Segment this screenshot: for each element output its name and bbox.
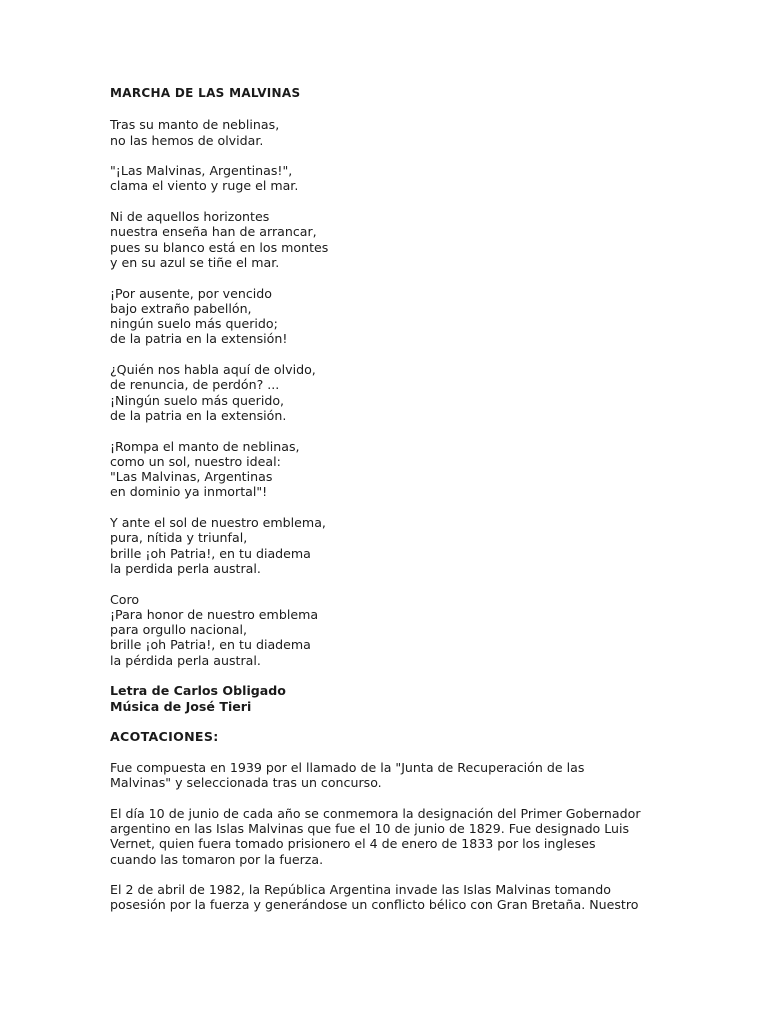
notes-heading: ACOTACIONES: [110,729,219,745]
verse-line: brille ¡oh Patria!, en tu diadema [110,545,311,561]
verse-line: Coro [110,591,140,607]
notes [110,760,750,913]
verse-line: clama el viento y ruge el mar. [110,178,299,194]
note-line: cuando las tomaron por la fuerza. [110,851,324,867]
verse-line: de renuncia, de perdón? ... [110,377,280,393]
verse-line: ¡Ningún suelo más querido, [110,392,285,408]
note-line: argentino en las Islas Malvinas que fue el 10 de junio de 1829. Fue designado Luis [110,820,630,836]
stanza [110,209,750,270]
stanza [110,439,750,500]
verse-line: la perdida perla austral. [110,560,261,576]
verse-line: como un sol, nuestro ideal: [110,453,281,469]
verse-line: Tras su manto de neblinas, [110,117,280,133]
credits [110,683,750,714]
stanza [110,362,750,423]
verse-line: brille ¡oh Patria!, en tu diadema [110,637,311,653]
page-title: MARCHA DE LAS MALVINAS [110,86,301,100]
stanza [110,592,750,668]
verse-line: nuestra enseña han de arrancar, [110,224,317,240]
verse-line: ¡Para honor de nuestro emblema [110,606,319,622]
verse-line: Ni de aquellos horizontes [110,209,270,225]
stanza [110,286,750,347]
stanza [110,163,750,194]
note-paragraph [110,806,750,867]
note-line: posesión por la fuerza y generándose un conflicto bélico con Gran Bretaña. Nuestro [110,897,639,913]
note-line: Malvinas" y seleccionada tras un concurso. [110,775,382,791]
credit-line: Música de José Tieri [110,698,252,714]
lyrics [110,117,750,668]
verse-line: en dominio ya inmortal"! [110,484,268,500]
note-line: Fue compuesta en 1939 por el llamado de la "Junta de Recuperación de las [110,759,585,775]
note-paragraph [110,882,750,913]
verse-line: "Las Malvinas, Argentinas [110,469,273,485]
verse-line: la pérdida perla austral. [110,652,261,668]
verse-line: y en su azul se tiñe el mar. [110,254,280,270]
verse-line: no las hemos de olvidar. [110,132,264,148]
verse-line: de la patria en la extensión. [110,407,287,423]
verse-line: pura, nítida y triunfal, [110,530,248,546]
note-line: El 2 de abril de 1982, la República Argentina invade las Islas Malvinas tomando [110,882,611,898]
verse-line: "¡Las Malvinas, Argentinas!", [110,163,293,179]
credit-line: Letra de Carlos Obligado [110,683,286,699]
stanza [110,515,750,576]
verse-line: ¿Quién nos habla aquí de olvido, [110,362,316,378]
verse-line: ¡Rompa el manto de neblinas, [110,438,300,454]
note-paragraph [110,760,750,791]
verse-line: pues su blanco está en los montes [110,239,329,255]
verse-line: ¡Por ausente, por vencido [110,285,272,301]
note-line: El día 10 de junio de cada año se conmemora la designación del Primer Gobernador [110,805,641,821]
verse-line: ningún suelo más querido; [110,316,278,332]
verse-line: Y ante el sol de nuestro emblema, [110,515,326,531]
verse-line: para orgullo nacional, [110,622,247,638]
document-page [110,86,750,928]
verse-line: bajo extraño pabellón, [110,300,252,316]
note-line: Vernet, quien fuera tomado prisionero el 4 de enero de 1833 por los ingleses [110,836,596,852]
stanza [110,117,750,148]
verse-line: de la patria en la extensión! [110,331,288,347]
